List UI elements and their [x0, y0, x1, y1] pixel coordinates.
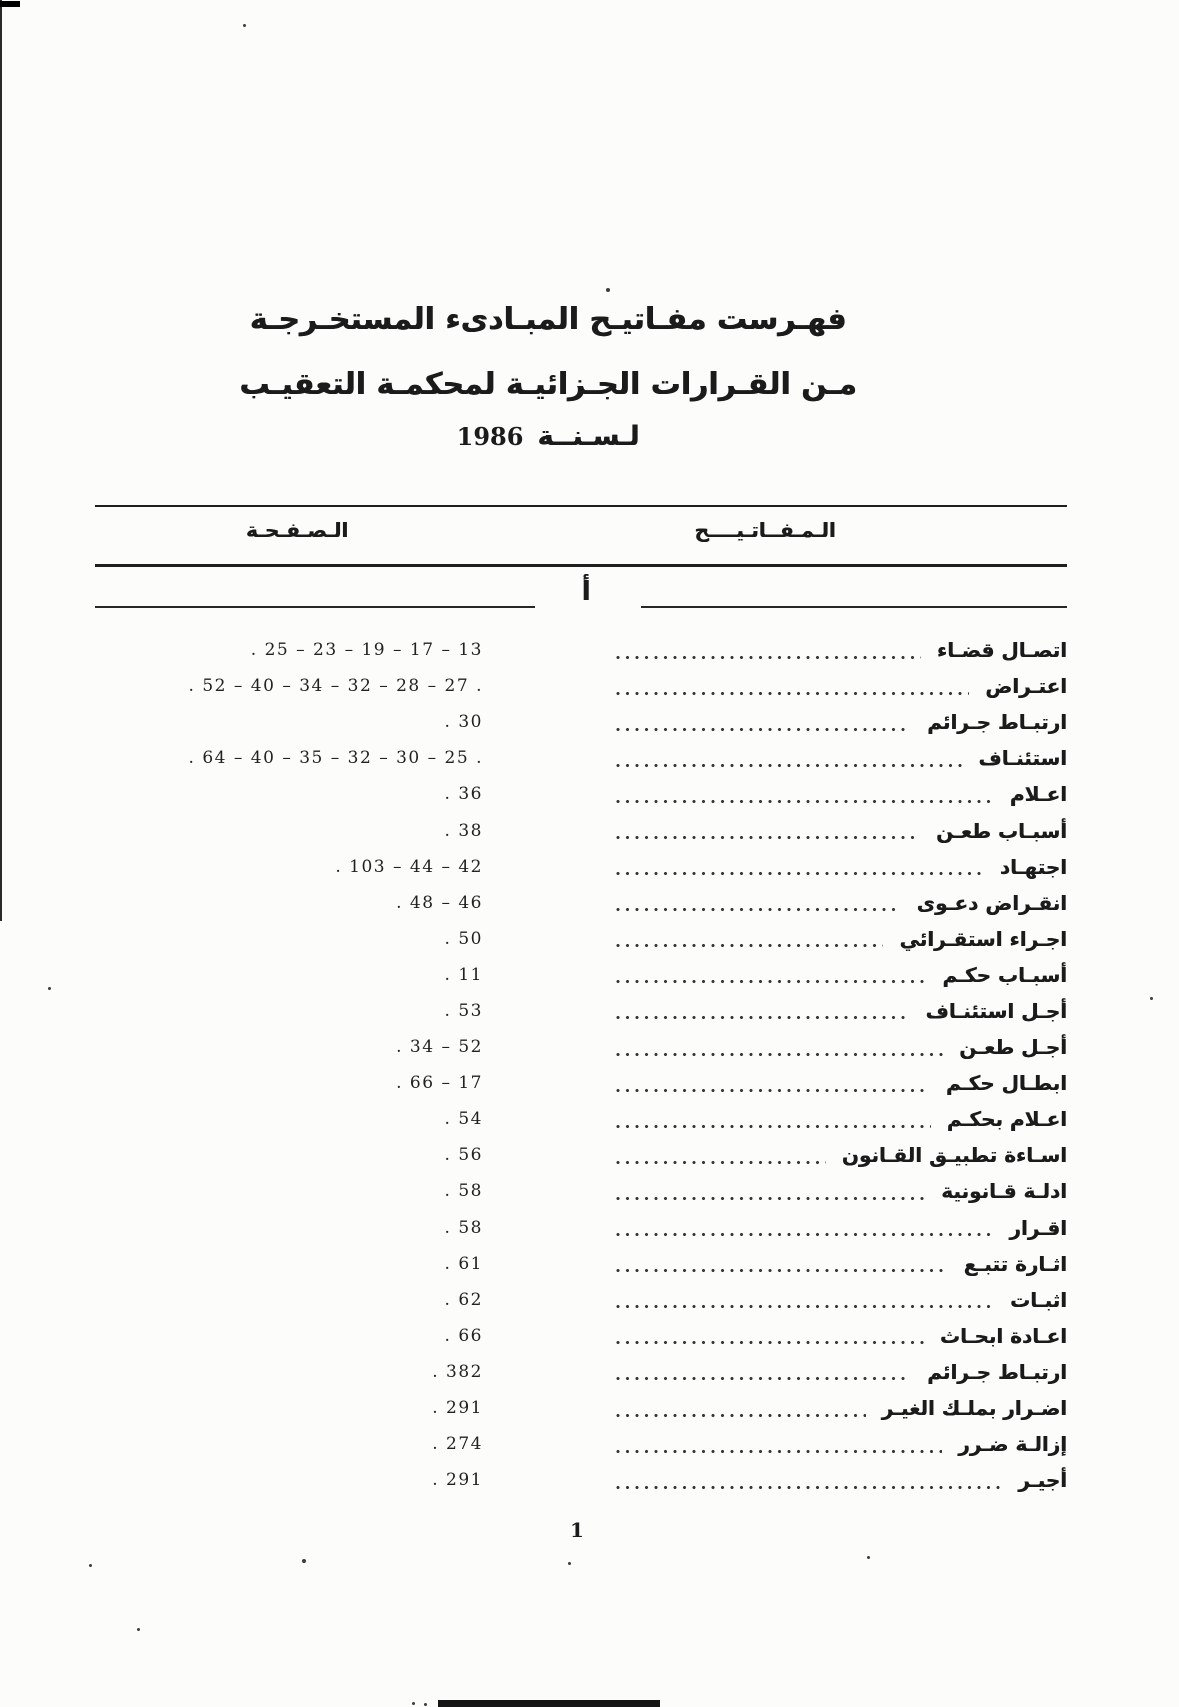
entry-term: اعـلام بحكـم — [946, 1107, 1067, 1132]
dotted-leader — [616, 726, 911, 733]
entry-term: اعـادة ابحـاث — [939, 1323, 1067, 1348]
entry-page-numbers: . 34 – 52 — [396, 1037, 483, 1058]
entry-term: أجيـر — [1018, 1468, 1067, 1493]
table-row — [95, 704, 1067, 740]
entry-page-numbers: . 25 – 23 – 19 – 17 – 13 — [250, 640, 483, 661]
entry-term: اجـراء استقـرائي — [899, 926, 1067, 951]
entry-term: اجتهـاد — [999, 854, 1067, 879]
entry-page-numbers: . 66 – 17 — [396, 1073, 483, 1094]
entry-page-numbers: . 58 — [444, 1217, 483, 1238]
dotted-leader — [616, 870, 984, 877]
entry-term-cell — [592, 1360, 1067, 1384]
entry-page-numbers: . 62 — [444, 1289, 483, 1310]
section-divider-right-rule — [641, 606, 1067, 608]
table-row — [95, 1137, 1067, 1173]
entry-term-cell — [592, 1252, 1067, 1276]
entry-term: أسبـاب طعـن — [935, 818, 1067, 843]
dotted-leader — [616, 1267, 948, 1274]
scan-speck — [606, 288, 610, 292]
entry-term: اتصـال قضـاء — [936, 638, 1067, 663]
dotted-leader — [616, 1231, 993, 1238]
entry-term-cell — [592, 891, 1067, 915]
dotted-leader — [616, 1014, 909, 1021]
entry-page-numbers: . 382 — [432, 1361, 483, 1382]
table-row — [95, 921, 1067, 957]
scan-speck — [48, 987, 51, 990]
table-row — [95, 1282, 1067, 1318]
table-top-rule — [95, 505, 1067, 507]
scan-speck — [867, 1556, 870, 1559]
entry-page-numbers: . 56 — [444, 1145, 483, 1166]
entry-term-cell — [592, 674, 1067, 698]
entry-term-cell — [592, 999, 1067, 1023]
entry-term-cell — [592, 782, 1067, 806]
entry-term-cell — [592, 1143, 1067, 1167]
dotted-leader — [616, 1087, 930, 1094]
keys-column-header: الـمـفــاتـيــــح — [694, 518, 836, 542]
entry-page-numbers: . 36 — [444, 784, 483, 805]
dotted-leader — [616, 1195, 925, 1202]
page-title-line-1: فهـرست مفـاتيـح المبـادىء المستخـرجـة — [249, 302, 847, 337]
table-row — [95, 993, 1067, 1029]
table-header-rule — [95, 564, 1067, 567]
entry-page-numbers: . 66 — [444, 1325, 483, 1346]
table-row — [95, 1354, 1067, 1390]
entry-page-numbers: . 58 — [444, 1181, 483, 1202]
dotted-leader — [616, 1484, 1002, 1491]
entry-page-numbers: . 11 — [444, 964, 483, 985]
scan-speck — [1150, 997, 1153, 1000]
entry-term: أجـل استئنـاف — [925, 998, 1067, 1023]
dotted-leader — [616, 1051, 943, 1058]
entry-term: اعـلام — [1009, 782, 1067, 807]
table-row — [95, 1462, 1067, 1498]
page-title-line-2: مـن القـرارات الجـزائيـة لمحكمـة التعقيـب — [239, 367, 857, 402]
entry-page-numbers: . 48 – 46 — [396, 892, 483, 913]
entry-term-cell — [592, 1216, 1067, 1240]
entry-page-numbers: . 30 — [444, 712, 483, 733]
table-row — [95, 1065, 1067, 1101]
table-row — [95, 1390, 1067, 1426]
table-row — [95, 1029, 1067, 1065]
entry-term-cell — [592, 1107, 1067, 1131]
column-divider-line — [0, 48, 2, 921]
page-title-line-3 — [48, 421, 1048, 452]
entry-page-numbers: . 64 – 40 – 35 – 32 – 30 – 25 . — [188, 748, 483, 769]
section-letter-alif: أ — [581, 577, 591, 607]
table-row — [95, 885, 1067, 921]
scan-speck — [243, 24, 246, 27]
entry-page-numbers: . 274 — [432, 1434, 483, 1455]
entry-term-cell — [592, 1396, 1067, 1420]
table-row — [95, 632, 1067, 668]
scan-speck — [137, 1628, 140, 1631]
entry-page-numbers: . 52 – 40 – 34 – 32 – 28 – 27 . — [188, 676, 483, 697]
table-row — [95, 740, 1067, 776]
dotted-leader — [616, 1339, 924, 1346]
table-row — [95, 776, 1067, 812]
entry-term: ابطـال حكـم — [945, 1071, 1067, 1096]
dotted-leader — [616, 1375, 911, 1382]
entry-page-numbers: . 54 — [444, 1109, 483, 1130]
section-divider-left-rule — [95, 606, 535, 608]
entry-term-cell — [592, 1035, 1067, 1059]
dotted-leader — [616, 1123, 931, 1130]
entry-term-cell — [592, 963, 1067, 987]
entry-term: استئنـاف — [978, 746, 1067, 771]
entry-term-cell — [592, 927, 1067, 951]
entry-term: اضـرار بملـك الغيـر — [881, 1396, 1067, 1421]
entry-page-numbers: . 103 – 44 – 42 — [335, 856, 483, 877]
dotted-leader — [616, 1303, 994, 1310]
entry-term-cell — [592, 819, 1067, 843]
entry-term: ارتبـاط جـرائم — [927, 710, 1067, 735]
entry-term-cell — [592, 710, 1067, 734]
column-divider-tick — [0, 0, 2, 48]
entry-term: أسبـاب حكـم — [942, 962, 1067, 987]
entry-term-cell — [592, 1179, 1067, 1203]
dotted-leader — [616, 1159, 826, 1166]
dotted-leader — [616, 654, 921, 661]
entry-term: اثـارة تتبـع — [963, 1251, 1067, 1276]
entry-term: ادلـة قـانونية — [941, 1179, 1067, 1204]
page-number: 1 — [570, 1518, 584, 1542]
dotted-leader — [616, 690, 969, 697]
dotted-leader — [616, 762, 962, 769]
entry-term-cell — [592, 855, 1067, 879]
table-row — [95, 1101, 1067, 1137]
scan-speck — [302, 1559, 306, 1563]
table-row — [95, 668, 1067, 704]
entry-term: اقـرار — [1009, 1215, 1067, 1240]
entry-term-cell — [592, 638, 1067, 662]
dotted-leader — [616, 906, 901, 913]
table-row — [95, 1173, 1067, 1209]
dotted-leader — [616, 978, 926, 985]
dotted-leader — [616, 834, 920, 841]
scan-speck — [412, 1702, 415, 1705]
entry-term: اثبـات — [1010, 1287, 1067, 1312]
table-row — [95, 1210, 1067, 1246]
entry-page-numbers: . 53 — [444, 1000, 483, 1021]
dotted-leader — [616, 942, 883, 949]
dotted-leader — [616, 1448, 942, 1455]
entry-term-cell — [592, 746, 1067, 770]
entry-term: أجـل طعـن — [959, 1035, 1067, 1060]
table-row — [95, 1426, 1067, 1462]
dotted-leader — [616, 1412, 866, 1419]
entry-page-numbers: . 291 — [432, 1398, 483, 1419]
entry-page-numbers: . 291 — [432, 1470, 483, 1491]
entry-term-cell — [592, 1071, 1067, 1095]
entry-term-cell — [592, 1324, 1067, 1348]
entry-term: اعتـراض — [985, 674, 1067, 699]
scan-speck — [568, 1562, 571, 1565]
title-year-word: لـسـنــة — [537, 421, 640, 452]
entry-term: اسـاءة تطبيـق القـانون — [841, 1143, 1067, 1168]
index-rows — [95, 632, 1067, 1498]
scan-speck — [89, 1564, 92, 1567]
table-row — [95, 812, 1067, 848]
pages-column-header: الـصـفـحـة — [245, 518, 349, 542]
entry-term-cell — [592, 1432, 1067, 1456]
title-year-number: 1986 — [456, 422, 524, 451]
table-row — [95, 849, 1067, 885]
scan-corner-artifact — [0, 1, 20, 7]
entry-page-numbers: . 38 — [444, 820, 483, 841]
scan-speck — [424, 1703, 427, 1706]
table-row — [95, 1246, 1067, 1282]
dotted-leader — [616, 798, 994, 805]
entry-page-numbers: . 50 — [444, 928, 483, 949]
table-row — [95, 1318, 1067, 1354]
scan-bottom-edge-artifact — [438, 1700, 660, 1707]
table-row — [95, 957, 1067, 993]
entry-term: ارتبـاط جـرائم — [927, 1359, 1067, 1384]
entry-page-numbers: . 61 — [444, 1253, 483, 1274]
entry-term: إزالـة ضـرر — [958, 1432, 1067, 1457]
entry-term: انقـراض دعـوى — [916, 890, 1067, 915]
entry-term-cell — [592, 1288, 1067, 1312]
entry-term-cell — [592, 1468, 1067, 1492]
